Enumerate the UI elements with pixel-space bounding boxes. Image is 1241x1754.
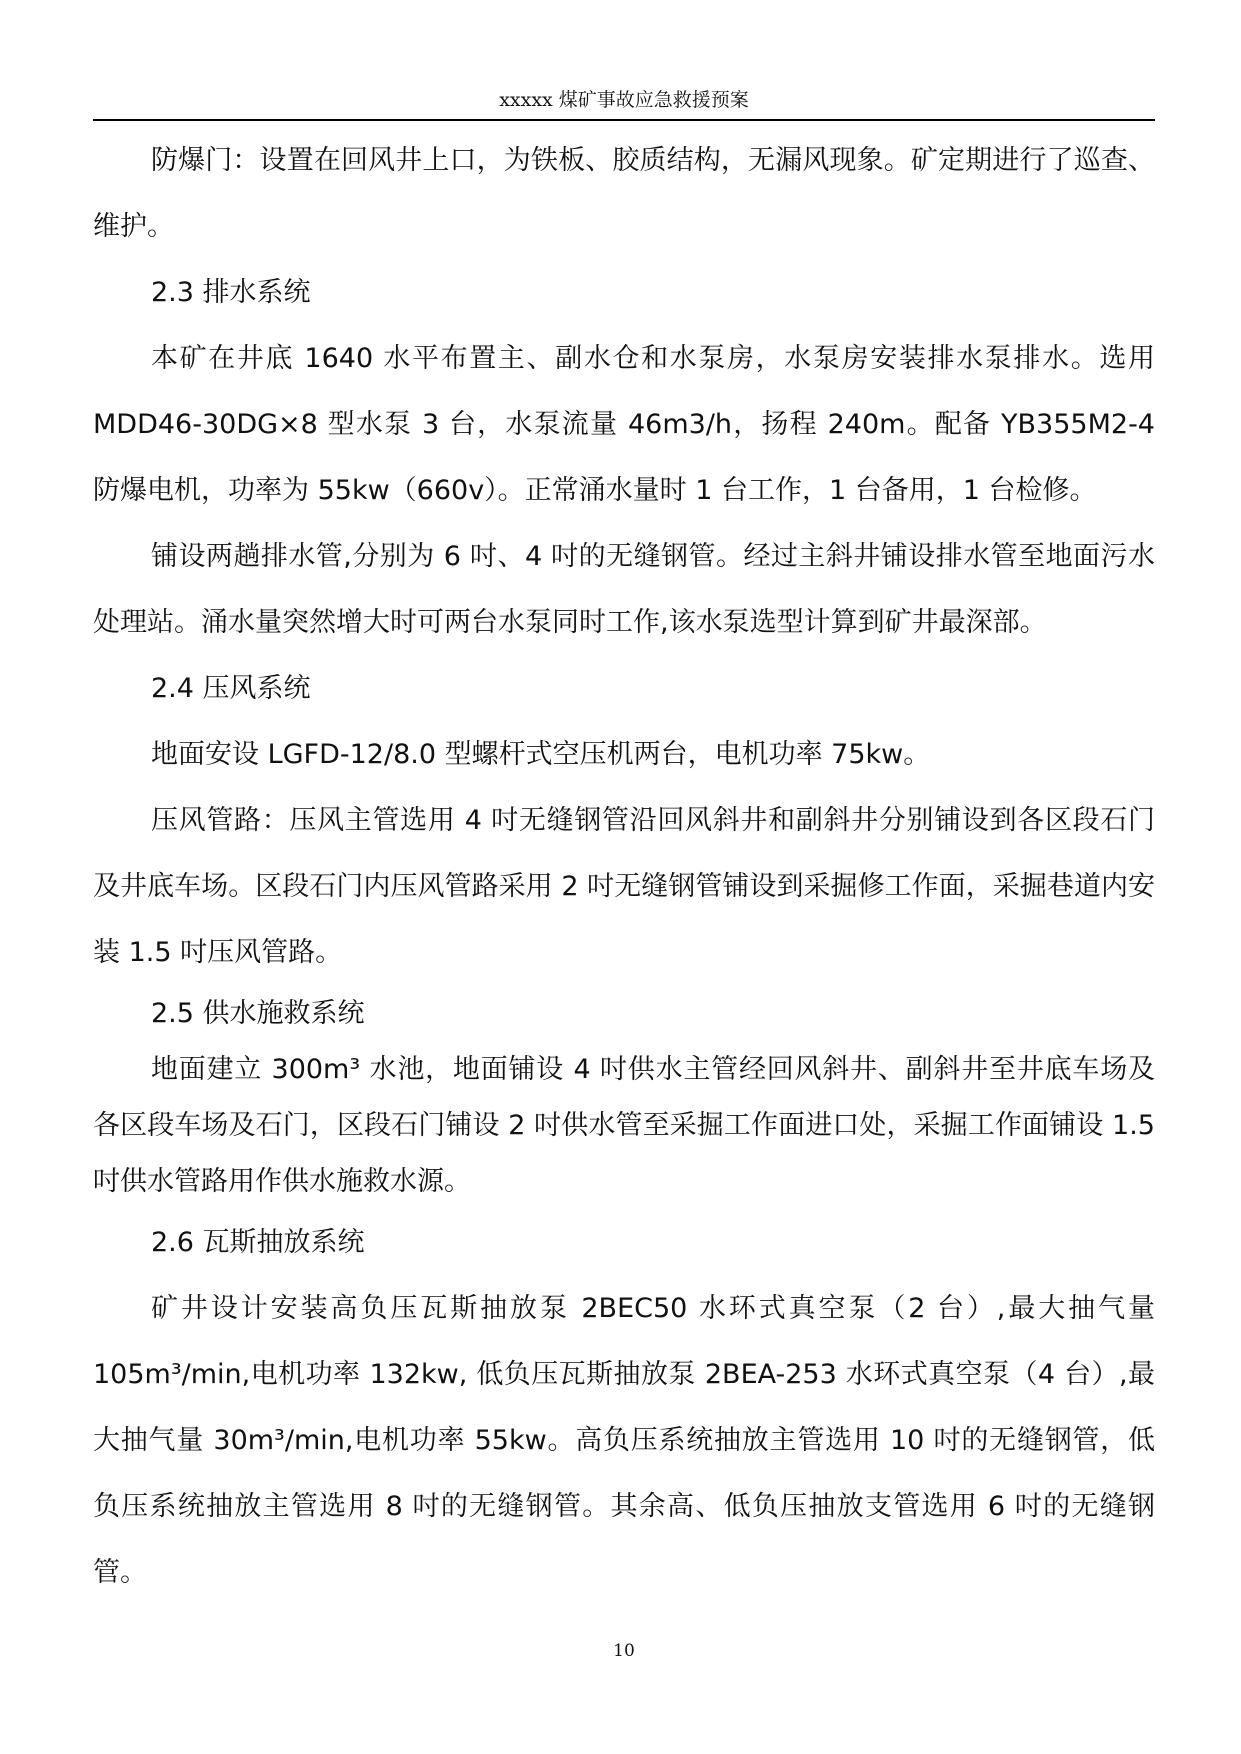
paragraph-drainage-pipes: 铺设两趟排水管,分别为 6 吋、4 吋的无缝钢管。经过主斜井铺设排水管至地面污水处理站。涌水量突然增大时可两台水泵同时工作,该水泵选型计算到矿井最深部。 [93, 541, 1155, 638]
page-number: 10 [613, 1641, 635, 1661]
section-heading-drainage: 2.3 排水系统 [151, 277, 311, 308]
running-header: xxxxx 煤矿事故应急救援预案 [499, 89, 749, 111]
section-heading-compressed-air: 2.4 压风系统 [151, 673, 311, 704]
paragraph-air-pipeline: 压风管路：压风主管选用 4 吋无缝钢管沿回风斜井和副斜井分别铺设到各区段石门及井底车场。区段石门内压风管路采用 2 吋无缝钢管铺设到采掘修工作面，采掘巷道内安装 1.5 吋压风管路。 [93, 805, 1155, 968]
section-heading-gas-drainage: 2.6 瓦斯抽放系统 [151, 1227, 365, 1258]
section-heading-water-supply: 2.5 供水施救系统 [151, 998, 365, 1029]
paragraph-water-supply: 地面建立 300m³ 水池，地面铺设 4 吋供水主管经回风斜井、副斜井至井底车场及各区段车场及石门，区段石门铺设 2 吋供水管至采掘工作面进口处，采掘工作面铺设 1.5 吋供水管路用作供水施救水源。 [93, 1054, 1155, 1197]
header-rule [93, 119, 1155, 121]
paragraph-gas-drainage: 矿井设计安装高负压瓦斯抽放泵 2BEC50 水环式真空泵（2 台）,最大抽气量 105m³/min,电机功率 132kw, 低负压瓦斯抽放泵 2BEA-253 水环式真空泵（4 台）,最大抽气量 30m³/min,电机功率 55kw。高负压系统抽放主管选用 10 吋的无缝钢管，低负压系统抽放主管选用 8 吋的无缝钢管。其余高、低负压抽放支管选用 6 吋的无缝钢管。 [93, 1293, 1155, 1588]
paragraph-explosion-door: 防爆门：设置在回风井上口，为铁板、胶质结构，无漏风现象。矿定期进行了巡查、维护。 [93, 145, 1155, 242]
paragraph-air-compressor: 地面安设 LGFD-12/8.0 型螺杆式空压机两台，电机功率 75kw。 [151, 739, 931, 770]
paragraph-drainage-pumps: 本矿在井底 1640 水平布置主、副水仓和水泵房，水泵房安装排水泵排水。选用 MDD46-30DG×8 型水泵 3 台，水泵流量 46m3/h，扬程 240m。配备 YB355M2-4 防爆电机，功率为 55kw（660v）。正常涌水量时 1 台工作，1 台备用，1 台检修。 [93, 343, 1155, 506]
document-body [93, 128, 1155, 1606]
